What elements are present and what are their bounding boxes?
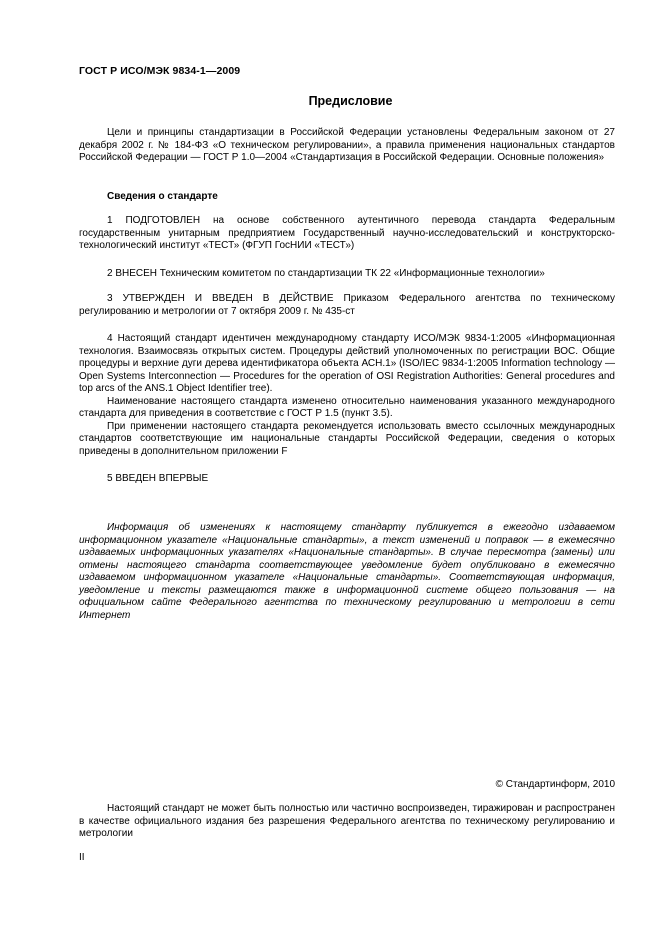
rights-notice-text: Настоящий стандарт не может быть полностью или частично воспроизведен, тиражирован и распространен в качестве официального издания без разрешения Федерального агентства по техническому регулированию и метрологии [79,803,615,839]
about-item-4-paragraph-3: При применении настоящего стандарта рекомендуется использовать вместо ссылочных международных стандартов соответствующие им национальные стандарты Российской Федерации, сведения о которых приведены в дополнительном приложении F [79,420,615,457]
standard-code-header: ГОСТ Р ИСО/МЭК 9834-1—2009 [79,65,241,77]
about-item-4 [79,333,615,458]
about-item-4-paragraph-1: 4 Настоящий стандарт идентичен международному стандарту ИСО/МЭК 9834-1:2005 «Информационная технология. Взаимосвязь открытых систем. Процедуры действий уполномоченных по регистрации ВОС. Общие процедуры и верхние дуги дерева идентификатора объекта АСН.1» (ISO/IEC 9834-1:2005 Information technology — Open Systems Interconnection — Procedures for the operation of OSI Registration Authorities: General procedures and top arcs of the ANS.1 Object Identifier tree). [79,333,615,394]
preface-intro [79,127,615,165]
about-standard-heading: Сведения о стандарте [107,191,218,202]
preface-intro-text: Цели и принципы стандартизации в Российской Федерации установлены Федеральным законом от 27 декабря 2002 г. № 184-ФЗ «О техническом регулировании», а правила применения национальных стандартов Российской Федерации — ГОСТ Р 1.0—2004 «Стандартизация в Российской Федерации. Основные положения» [79,127,615,163]
about-item-1 [79,215,615,253]
about-item-5 [79,473,615,486]
about-item-2-text: 2 ВНЕСЕН Техническим комитетом по стандартизации ТК 22 «Информационные технологии» [107,268,545,279]
copyright-line: © Стандартинформ, 2010 [495,779,615,790]
about-item-5-text: 5 ВВЕДЕН ВПЕРВЫЕ [107,473,209,484]
about-item-1-text: 1 ПОДГОТОВЛЕН на основе собственного аутентичного перевода стандарта Федеральным государственным унитарным предприятием Государственный научно-исследовательский и конструкторско-технологический институт «ТЕСТ» (ФГУП ГосНИИ «ТЕСТ») [79,215,615,251]
about-item-4-paragraph-2: Наименование настоящего стандарта изменено относительно наименования указанного международного стандарта для приведения в соответствие с ГОСТ Р 1.5 (пункт 3.5). [79,395,615,419]
preface-title: Предисловие [308,94,393,108]
change-notice-block [79,522,615,622]
about-item-2 [79,268,615,281]
about-item-3-text: 3 УТВЕРЖДЕН И ВВЕДЕН В ДЕЙСТВИЕ Приказом Федерального агентства по техническому регулированию и метрологии от 7 октября 2009 г. № 435-ст [79,293,615,317]
change-notice-text: Информация об изменениях к настоящему стандарту публикуется в ежегодно издаваемом информационном указателе «Национальные стандарты», а текст изменений и поправок — в ежемесячно издаваемых информационных указателях «Национальные стандарты». В случае пересмотра (замены) или отмены настоящего стандарта соответствующее уведомление будет опубликовано в ежемесячно издаваемом информационном указателе «Национальные стандарты». Соответствующая информация, уведомление и тексты размещаются также в информационной системе общего пользования — на официальном сайте Федерального агентства по техническому регулированию и метрологии в сети Интернет [79,522,615,621]
page-number: II [79,852,85,863]
about-item-3 [79,293,615,318]
rights-notice [79,803,615,841]
